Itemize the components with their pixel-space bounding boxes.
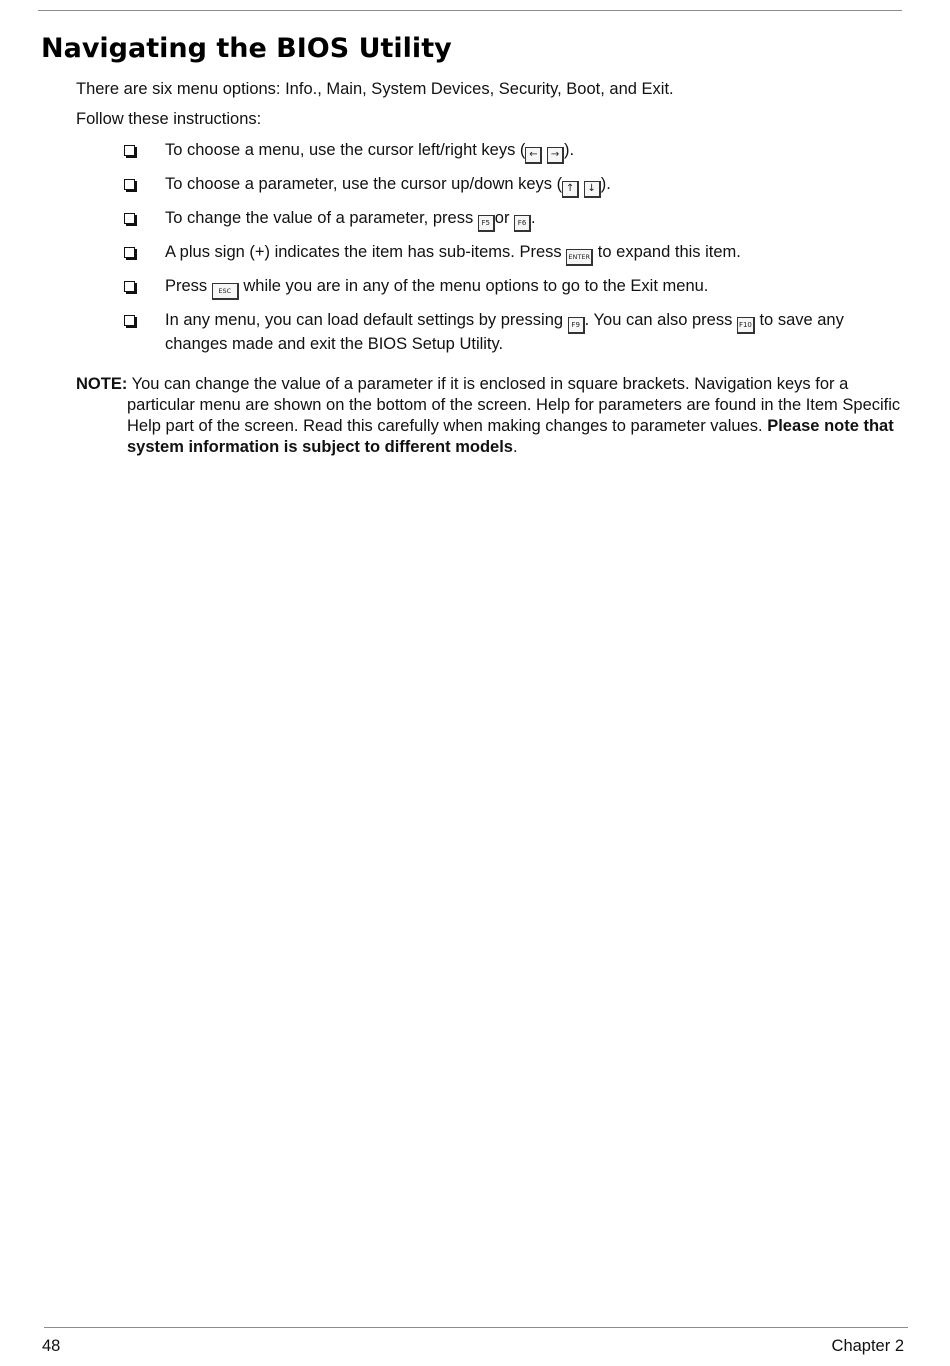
list-item: To choose a parameter, use the cursor up/down keys ( ↑ ↓ ).: [124, 174, 904, 198]
f9-key-icon: F9: [568, 317, 585, 334]
note-text: You can change the value of a parameter if it is enclosed in square brackets. Navigation keys for a particular menu are shown on the bottom of the screen. Help for parameters are found in the Item Specific Help part of the screen. Read this carefully when making changes to parameter values.: [127, 375, 901, 435]
up-arrow-key-icon: ↑: [562, 181, 579, 198]
right-arrow-key-icon: →: [547, 147, 564, 164]
note-label: NOTE:: [76, 375, 128, 393]
page-number: 48: [42, 1337, 61, 1355]
checkbox-bullet-icon: [124, 179, 135, 190]
f6-key-icon: F6: [514, 215, 531, 232]
intro-follow-instructions: Follow these instructions:: [76, 110, 262, 128]
page-title: Navigating the BIOS Utility: [41, 33, 452, 64]
list-item: To change the value of a parameter, press F5 or F6 .: [124, 208, 904, 232]
down-arrow-key-icon: ↓: [584, 181, 601, 198]
checkbox-bullet-icon: [124, 247, 135, 258]
left-arrow-key-icon: ←: [525, 147, 542, 164]
chapter-label: Chapter 2: [831, 1337, 904, 1355]
f5-key-icon: F5: [478, 215, 495, 232]
note-emphasis: Please note that system information is subject to different models: [127, 417, 894, 456]
checkbox-bullet-icon: [124, 315, 135, 326]
f10-key-icon: F10: [737, 317, 755, 334]
checkbox-bullet-icon: [124, 281, 135, 292]
checkbox-bullet-icon: [124, 213, 135, 224]
footer-rule: [44, 1327, 908, 1328]
intro-menu-options: There are six menu options: Info., Main, System Devices, Security, Boot, and Exit.: [76, 80, 674, 98]
enter-key-icon: ENTER: [566, 249, 593, 266]
instructions-list: [124, 140, 904, 365]
header-rule: [38, 10, 902, 11]
list-item: A plus sign (+) indicates the item has sub-items. Press ENTER to expand this item.: [124, 242, 904, 266]
note-paragraph: NOTE: You can change the value of a parameter if it is enclosed in square brackets. Navigation keys for a particular menu are shown on the bottom of the screen. Help for parameters are found in the Item Specific Help part of the screen. Read this carefully when making changes to parameter values. Please note that system information is subject to different models.: [76, 375, 901, 456]
list-item: To choose a menu, use the cursor left/right keys ( ← → ).: [124, 140, 904, 164]
list-item: In any menu, you can load default settings by pressing F9 . You can also press F10 to save any changes made and exit the BIOS Setup Utility.: [124, 310, 904, 355]
checkbox-bullet-icon: [124, 145, 135, 156]
list-item: Press ESC while you are in any of the menu options to go to the Exit menu.: [124, 276, 904, 300]
esc-key-icon: ESC: [212, 283, 239, 300]
